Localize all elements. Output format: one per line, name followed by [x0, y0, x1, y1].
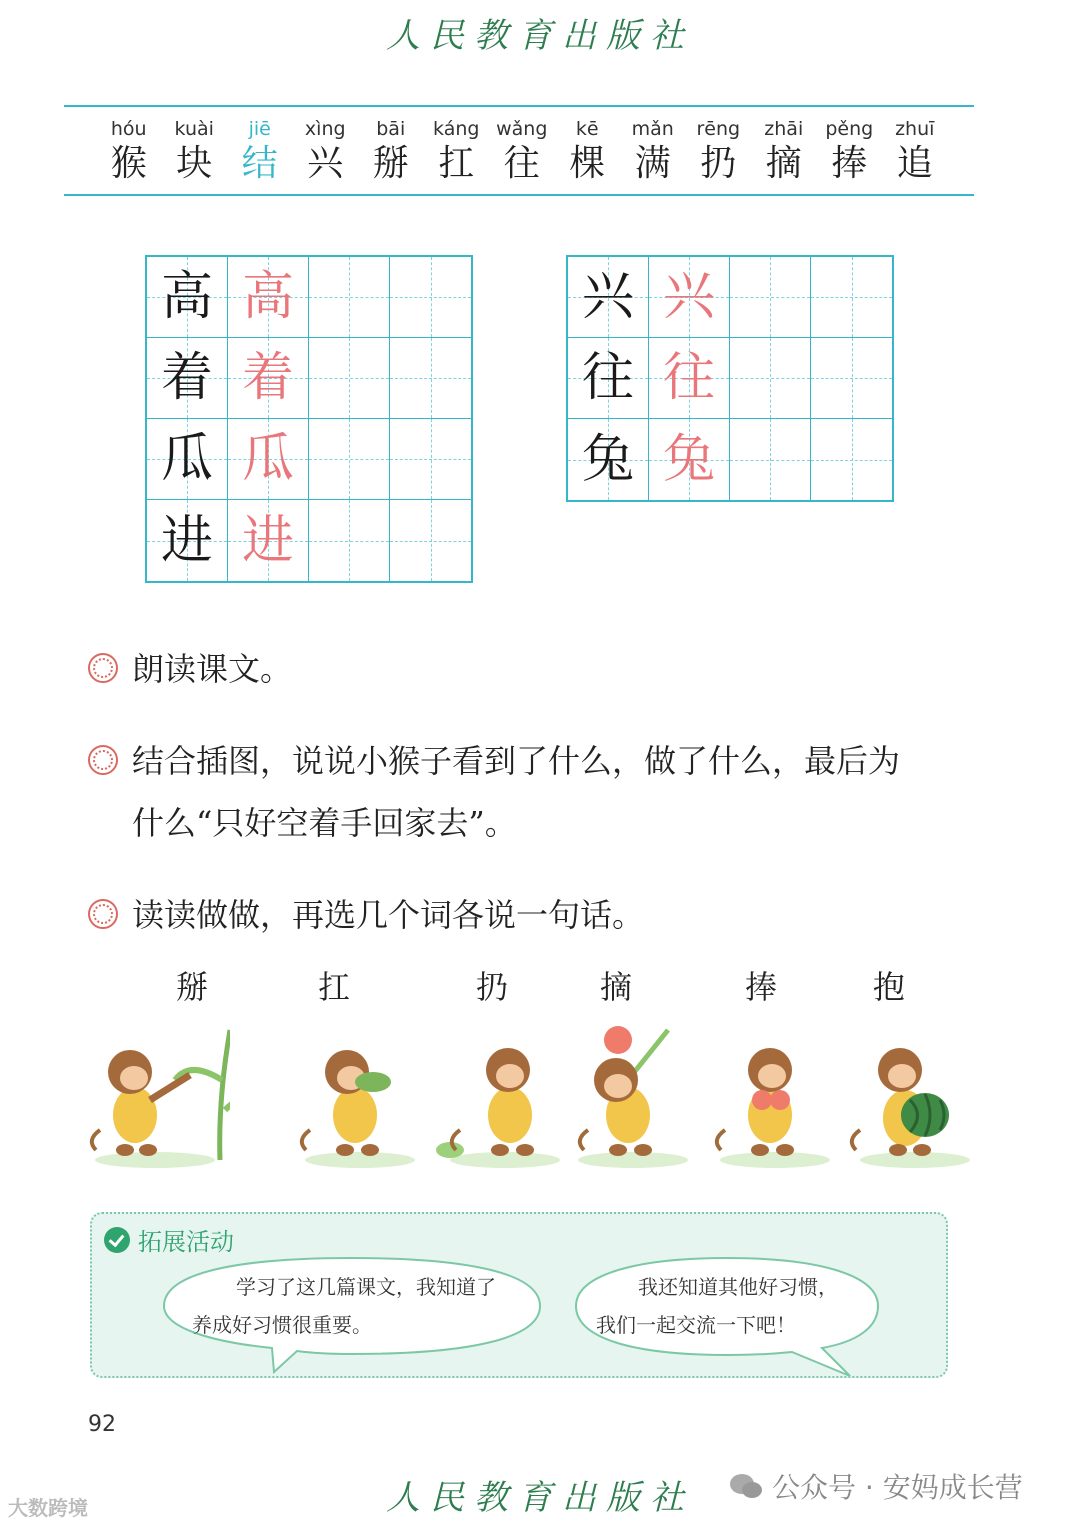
new-chars-bottom-rule	[64, 194, 974, 196]
hanzi-label: 满	[634, 143, 671, 184]
task-discuss-illustration	[88, 730, 900, 854]
blank-practice-cell	[309, 419, 390, 500]
speech-bubble-left	[162, 1254, 542, 1374]
wechat-icon	[728, 1472, 764, 1500]
task-text-line2: 什么“只好空着手回家去”。	[132, 804, 517, 842]
blank-practice-cell	[390, 500, 471, 581]
trace-char: 往	[662, 348, 715, 408]
blank-practice-cell	[811, 419, 892, 500]
seal-bullet-icon	[88, 899, 118, 929]
blank-practice-cell	[309, 257, 390, 338]
publisher-logo-top: 人民教育出版社	[386, 16, 694, 56]
blank-practice-cell	[811, 257, 892, 338]
speech-bubble-right	[572, 1254, 882, 1379]
task-text-line1: 结合插图，说说小猴子看到了什么，做了什么，最后为	[132, 742, 901, 780]
pinyin-label: jiē	[248, 118, 271, 140]
blank-practice-cell	[730, 419, 811, 500]
verb-label: 摘	[600, 968, 633, 1006]
new-characters-row	[96, 116, 956, 186]
task-text: 朗读课文。	[132, 650, 293, 688]
trace-char: 着	[241, 348, 294, 408]
new-char-item	[686, 116, 752, 186]
pinyin-label: wǎng	[496, 118, 548, 140]
bubble-right-line2: 我们一起交流一下吧！	[596, 1313, 796, 1337]
new-char-item	[751, 116, 817, 186]
hanzi-label: 结	[241, 143, 278, 184]
blank-practice-cell	[309, 338, 390, 419]
hanzi-label: 块	[176, 143, 213, 184]
trace-char: 瓜	[241, 429, 294, 489]
monkey-illustrations	[80, 1020, 960, 1180]
task-text: 读读做做，再选几个词各说一句话。	[132, 896, 645, 934]
model-char-cell	[147, 257, 228, 338]
page-number: 92	[88, 1412, 116, 1437]
model-char: 兴	[581, 267, 634, 327]
model-char: 着	[160, 348, 213, 408]
publisher-logo-bottom: 人民教育出版社	[386, 1478, 694, 1518]
seal-bullet-icon	[88, 653, 118, 683]
trace-char-cell	[228, 338, 309, 419]
bubble-right-line1: 我还知道其他好习惯，	[638, 1275, 838, 1299]
pinyin-label: kē	[575, 118, 599, 140]
extension-activity-box	[90, 1212, 948, 1378]
verb-label: 抱	[873, 968, 906, 1006]
model-char: 高	[160, 267, 213, 327]
hanzi-label: 扔	[700, 143, 737, 184]
check-leaf-icon	[104, 1227, 130, 1253]
bubble-left-line2: 养成好习惯很重要。	[192, 1313, 372, 1337]
monkey-hold-peaches-illustration	[700, 1020, 850, 1170]
trace-char-cell	[228, 500, 309, 581]
new-char-item	[96, 116, 162, 186]
new-char-item	[555, 116, 621, 186]
trace-char-cell	[228, 257, 309, 338]
verb-label: 扔	[476, 968, 509, 1006]
task-read-aloud	[88, 638, 292, 700]
trace-char: 兔	[662, 429, 715, 490]
pinyin-label: mǎn	[631, 118, 674, 140]
pinyin-label: pěng	[825, 118, 874, 140]
writing-grid-right	[566, 255, 894, 502]
hanzi-label: 扛	[438, 143, 475, 184]
model-char-cell	[147, 419, 228, 500]
trace-char-cell	[649, 338, 730, 419]
model-char: 往	[581, 348, 634, 408]
model-char-cell	[147, 338, 228, 419]
new-char-item	[620, 116, 686, 186]
blank-practice-cell	[390, 257, 471, 338]
hanzi-label: 掰	[372, 143, 409, 184]
model-char-cell	[568, 419, 649, 500]
seal-bullet-icon	[88, 745, 118, 775]
new-char-item	[162, 116, 228, 186]
task-read-and-do	[88, 884, 644, 946]
monkey-carry-illustration	[285, 1020, 435, 1170]
new-chars-top-rule	[64, 105, 974, 107]
hanzi-label: 往	[503, 143, 540, 184]
model-char-cell	[568, 338, 649, 419]
hanzi-label: 棵	[569, 143, 606, 184]
new-char-item	[293, 116, 359, 186]
blank-practice-cell	[390, 419, 471, 500]
model-char: 进	[160, 510, 213, 571]
verb-label: 掰	[176, 968, 209, 1006]
model-char: 瓜	[160, 429, 213, 489]
verb-label: 捧	[745, 968, 778, 1006]
extension-title: 拓展活动	[104, 1222, 234, 1257]
model-char: 兔	[581, 429, 634, 490]
hanzi-label: 追	[896, 143, 933, 184]
pinyin-label: zhāi	[764, 118, 804, 140]
pinyin-label: káng	[433, 118, 480, 140]
new-char-item	[882, 116, 948, 186]
pinyin-label: kuài	[174, 118, 214, 140]
model-char-cell	[568, 257, 649, 338]
new-char-item	[424, 116, 490, 186]
blank-practice-cell	[309, 500, 390, 581]
blank-practice-cell	[811, 338, 892, 419]
blank-practice-cell	[730, 257, 811, 338]
writing-grid-left	[145, 255, 473, 583]
pinyin-label: bāi	[376, 118, 406, 140]
trace-char-cell	[649, 419, 730, 500]
hanzi-label: 摘	[765, 143, 802, 184]
corner-watermark: 大数跨境	[8, 1496, 88, 1520]
pinyin-label: xìng	[304, 118, 346, 140]
new-char-item	[358, 116, 424, 186]
verb-label: 扛	[318, 968, 351, 1006]
bubble-left-line1: 学习了这几篇课文，我知道了	[236, 1275, 496, 1299]
monkey-hug-watermelon-illustration	[840, 1020, 990, 1170]
pinyin-label: rēng	[696, 118, 741, 140]
new-char-item	[489, 116, 555, 186]
pinyin-label: zhuī	[895, 118, 935, 140]
hanzi-label: 兴	[307, 143, 344, 184]
pinyin-label: hóu	[110, 118, 147, 140]
new-char-item	[227, 116, 293, 186]
model-char-cell	[147, 500, 228, 581]
monkey-pick-peach-illustration	[558, 1020, 708, 1170]
trace-char-cell	[228, 419, 309, 500]
hanzi-label: 猴	[110, 143, 147, 184]
wechat-watermark: 公众号 · 安妈成长营	[728, 1466, 1023, 1506]
hanzi-label: 捧	[831, 143, 868, 184]
trace-char: 兴	[662, 267, 715, 327]
blank-practice-cell	[390, 338, 471, 419]
monkey-break-corn-illustration	[80, 1020, 230, 1170]
trace-char: 高	[241, 267, 294, 327]
new-char-item	[817, 116, 883, 186]
trace-char: 进	[241, 510, 294, 571]
blank-practice-cell	[730, 338, 811, 419]
trace-char-cell	[649, 257, 730, 338]
